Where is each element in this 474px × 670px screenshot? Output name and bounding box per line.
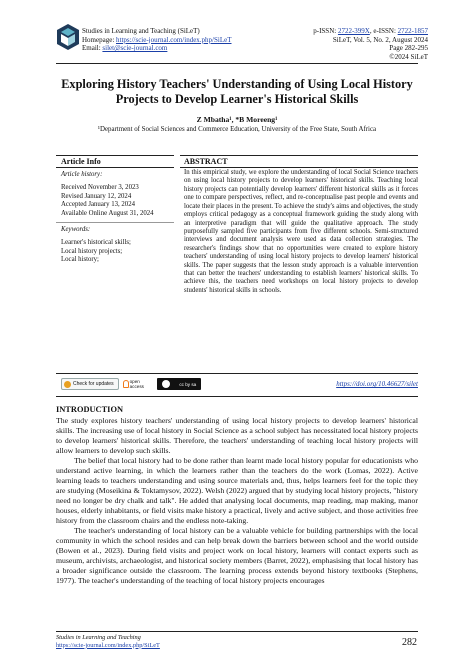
introduction-heading: INTRODUCTION: [56, 405, 124, 414]
page-number: 282: [402, 637, 417, 648]
email-link[interactable]: silet@scie-journal.com: [102, 44, 168, 53]
info-mid-rule: [56, 222, 174, 223]
footer-journal: Studies in Learning and Teaching: [56, 634, 141, 641]
footer-rule: [56, 631, 418, 632]
pissn-link[interactable]: 2722-399X: [337, 27, 370, 35]
online-date: Available Online August 31, 2024: [61, 209, 154, 217]
keyword-2: Local history projects;: [61, 247, 123, 255]
badge-bottom-rule: [56, 396, 418, 397]
introduction-body: [56, 416, 418, 586]
open-access-label: open access: [129, 379, 144, 389]
keyword-3: Local history;: [61, 256, 99, 264]
keyword-1: Learner's historical skills;: [61, 239, 131, 247]
article-info-heading: Article Info: [61, 157, 101, 166]
footer-info: [56, 634, 160, 650]
eissn-label: e-ISSN:: [373, 27, 396, 35]
issn-info: p-ISSN: 2722-399X, e-ISSN: 2722-1857 SiLeT, Vol. 5, No. 2, August 2024 Page 282-295 ©2024 SiLeT: [228, 27, 428, 61]
journal-name: Studies in Learning and Teaching (SiLeT): [82, 27, 200, 35]
keywords-label: Keywords:: [61, 226, 91, 233]
check-updates-label: Check for updates: [73, 381, 114, 387]
cc-license-badge[interactable]: [157, 378, 201, 390]
info-heading-rule: [56, 167, 174, 168]
open-access-icon: [123, 380, 129, 388]
title-line-1: Exploring History Teachers' Understanding of Using Local History: [61, 77, 413, 91]
intro-paragraph-2: The belief that local history had to be done rather than learnt made local history popular for educationists who understand active learning, in which the learners rather than the teachers do the work (Lomas, 2022). Active learning leads to teachers understanding and using source materials and, thus, helps learners feel for the topic they are studying (Moseikina & Toktamysov, 2022). Welsh (2022) argued that by studying local history projects, "history need no longer be dry chalk and talk". He added that analysing local documents, map reading, map making, manor houses, elderly inhabitants, or field visits make history a practical, lively and active subject, and those activities free history from the classroom chairs and the endless note-taking.: [56, 456, 418, 526]
abstract-heading-rule: [180, 167, 418, 168]
intro-paragraph-3: The teacher's understanding of local history can be a valuable vehicle for building partnerships with the local community in which the school resides and can help break down the barriers between school and the world outside (Bowen et al., 2023). During field visits and project work on local history, learners will contact experts such as museum, archivists, archaeologist, and historical society members (Barret, 2022), emphasising that local history has a broader significance outside the classroom. The learning process extends beyond history textbooks (Stephens, 1977). The teacher's understanding of the teaching of local history projects encourages: [56, 526, 418, 586]
journal-info: [82, 27, 232, 53]
email-label: Email:: [82, 44, 101, 53]
history-label: Article history:: [61, 171, 103, 178]
abstract-top-rule: [180, 155, 418, 156]
accepted-date: Accepted January 13, 2024: [61, 201, 135, 209]
abstract-heading: ABSTRACT: [184, 157, 228, 166]
open-access-badge: [123, 378, 153, 390]
article-history: [61, 171, 173, 218]
check-updates-badge[interactable]: [61, 378, 119, 390]
pissn-label: p-ISSN:: [313, 27, 337, 35]
badge-top-rule: [56, 373, 418, 374]
revised-date: Revised January 12, 2024: [61, 192, 132, 200]
badge-row: [61, 377, 201, 391]
footer-url[interactable]: https://scie-journal.com/index.php/SiLeT: [56, 641, 160, 649]
homepage-link[interactable]: https://scie-journal.com/index.php/SiLeT: [116, 35, 232, 44]
authors: Z Mbatha¹, *B Moreeng¹: [196, 115, 278, 124]
volume-info: SiLeT, Vol. 5, No. 2, August 2024: [332, 35, 428, 44]
check-updates-icon: [64, 381, 71, 388]
doi-link[interactable]: https://doi.org/10.46627/silet: [336, 380, 418, 388]
title-line-2: Projects to Develop Learner's Historical Skills: [115, 92, 359, 106]
info-top-rule: [56, 155, 174, 156]
copyright: ©2024 SiLeT: [389, 52, 428, 61]
received-date: Received November 3, 2023: [61, 184, 139, 192]
header-divider: [56, 63, 418, 64]
keywords: [61, 226, 173, 265]
article-title: [56, 77, 418, 107]
abstract-text: In this empirical study, we explore the understanding of local Social Science teachers on using local history projects to develop learners' historical skills. Teaching local history projects can potentially develop learners' different historical skills as it forces one to compare perspectives, reflect, and re-conceptualise past people and events and locate their places in the present. To achieve the study's aims and objectives, the study employs critical pedagogy as a conceptual framework guiding the study along with an interpretive paradigm that will guide the qualitative approach. The study purposefully sampled five participants from five different schools. Semi-structured interviews and document analysis were used as data collection strategies. The researcher's findings show that no opportunities were created to explore history teachers' understanding of using local history projects to develop learners' historical skills. The paper suggests that the lesson study approach is a valuable intervention that can better the teachers' understanding to establish learners' historical skills. To achieve this, the teachers need workshops on local history projects to develop students' historical skills in schools.: [184, 169, 418, 294]
cc-license-label: cc by sa: [179, 381, 197, 387]
journal-logo: [57, 24, 79, 50]
eissn-link[interactable]: 2722-1857: [397, 27, 428, 35]
homepage-label: Homepage:: [82, 35, 115, 44]
intro-paragraph-1: The study explores history teachers' understanding of using local history projects to develop learners' historical skills. The increasing use of local history in Social Science as a school subject has necessitated local history projects to develop learners' historical skills. Therefore, the teachers' understanding of teaching local history projects will allow learners to develop such skills.: [56, 416, 418, 456]
page-range: Page 282-295: [389, 44, 428, 53]
affiliation: ¹Department of Social Sciences and Commerce Education, University of the Free State, South Africa: [97, 126, 377, 133]
cc-icon: [162, 380, 170, 388]
